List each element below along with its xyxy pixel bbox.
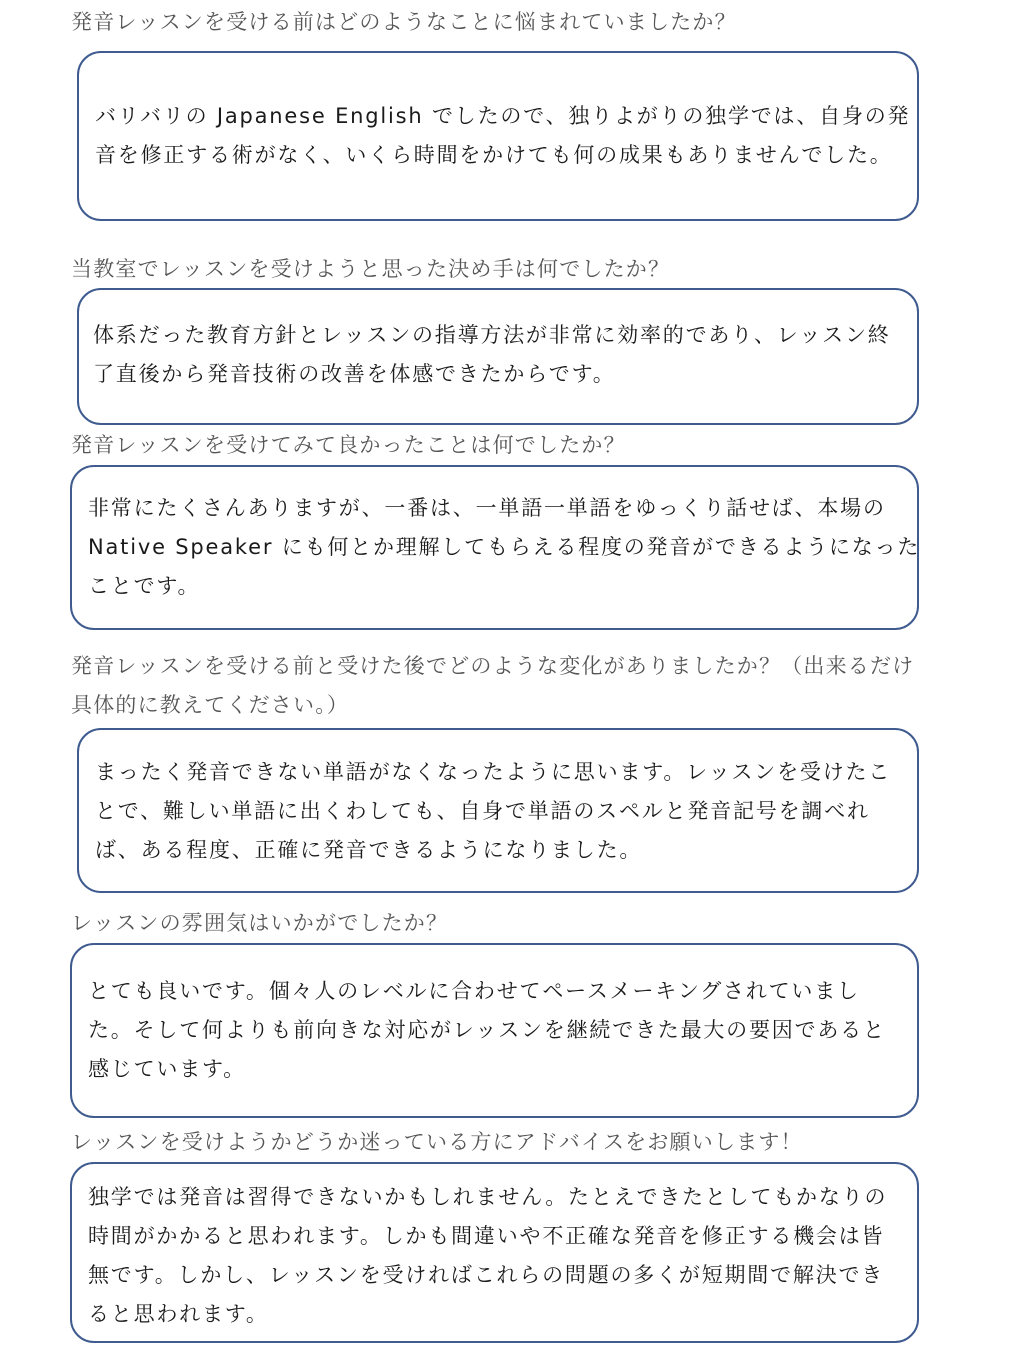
answer-6-line-3: 無です。しかし、レッスンを受ければこれらの問題の多くが短期間で解決でき <box>88 1263 885 1287</box>
answer-4-line-3: ば、ある程度、正確に発音できるようになりました。 <box>95 838 643 862</box>
answer-5-line-2: た。そして何よりも前向きな対応がレッスンを継続できた最大の要因であると <box>88 1018 886 1042</box>
question-4-line-2: 具体的に教えてください。） <box>71 693 350 717</box>
question-1 <box>71 3 737 42</box>
question-3-line-1: 発音レッスンを受けてみて良かったことは何でしたか？ <box>71 433 626 457</box>
answer-3 <box>88 489 920 606</box>
answer-6-line-4: ると思われます。 <box>88 1302 269 1326</box>
answer-3-line-2: Native Speaker にも何とか理解してもらえる程度の発音ができるようになった <box>88 535 921 559</box>
question-5 <box>71 904 448 943</box>
question-2 <box>71 250 670 289</box>
question-1-line-1: 発音レッスンを受ける前はどのようなことに悩まれていましたか？ <box>71 10 737 34</box>
question-6 <box>71 1123 803 1162</box>
answer-5-line-3: 感じています。 <box>88 1057 246 1081</box>
question-3 <box>71 426 626 465</box>
question-6-line-1: レッスンを受けようかどうか迷っている方にアドバイスをお願いします！ <box>71 1130 803 1154</box>
answer-1 <box>95 97 910 175</box>
answer-4 <box>95 753 891 870</box>
answer-3-line-3: ことです。 <box>88 574 201 598</box>
answer-6-line-1: 独学では発音は習得できないかもしれません。たとえできたとしてもかなりの <box>88 1185 888 1209</box>
question-4-line-1: 発音レッスンを受ける前と受けた後でどのような変化がありましたか？（出来るだけ <box>71 654 915 678</box>
answer-2-line-2: 了直後から発音技術の改善を体感できたからです。 <box>93 362 616 386</box>
answer-6-line-2: 時間がかかると思われます。しかも間違いや不正確な発音を修正する機会は皆 <box>88 1224 885 1248</box>
question-4 <box>71 647 914 725</box>
answer-1-line-2: 音を修正する術がなく、いくら時間をかけても何の成果もありませんでした。 <box>95 143 893 167</box>
answer-4-line-1: まったく発音できない単語がなくなったように思います。レッスンを受けたこ <box>95 760 892 784</box>
answer-2 <box>93 316 891 394</box>
answer-1-line-1: バリバリの Japanese English でしたので、独りよがりの独学では、自身の発 <box>95 104 911 128</box>
answer-3-line-1: 非常にたくさんありますが、一番は、一単語一単語をゆっくり話せば、本場の <box>88 496 886 520</box>
answer-2-line-1: 体系だった教育方針とレッスンの指導方法が非常に効率的であり、レッスン終 <box>93 323 891 347</box>
answer-6 <box>88 1178 887 1334</box>
question-5-line-1: レッスンの雰囲気はいかがでしたか？ <box>71 911 449 935</box>
question-2-line-1: 当教室でレッスンを受けようと思った決め手は何でしたか？ <box>71 257 671 281</box>
answer-4-line-2: とで、難しい単語に出くわしても、自身で単語のスペルと発音記号を調べれ <box>95 799 870 823</box>
answer-5-line-1: とても良いです。個々人のレベルに合わせてペースメーキングされていまし <box>88 979 860 1003</box>
answer-5 <box>88 972 886 1089</box>
